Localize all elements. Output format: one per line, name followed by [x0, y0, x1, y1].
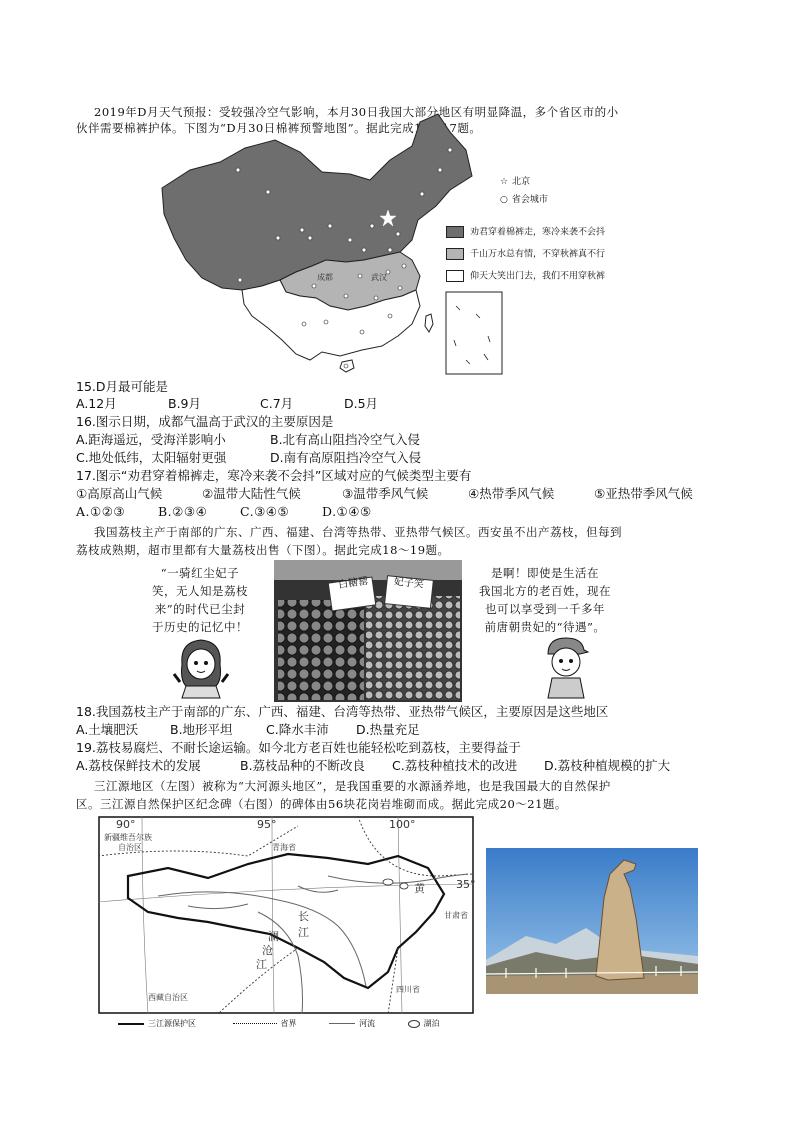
q18-option-b[interactable]: B.地形平坦	[170, 722, 233, 737]
lon-100: 100°	[389, 818, 416, 831]
q19-option-d[interactable]: D.荔枝种植规模的扩大	[544, 758, 671, 773]
q15-option-d[interactable]: D.5月	[344, 396, 379, 411]
legend-dark: 劝君穿着棉裤走，寒冷来袭不会抖	[446, 226, 605, 239]
boy-cartoon-icon	[540, 634, 590, 700]
left-speech-bubble: “一骑红尘妃子 笑，无人知是荔枝 来”的时代已尘封 于历史的记忆中！	[152, 566, 248, 634]
q19-stem: 19.荔枝易腐烂、不耐长途运输。如今北方老百姓也能轻松吃到荔枝，主要得益于	[76, 740, 521, 755]
lon-90: 90°	[116, 818, 136, 831]
label-gansu: 甘肃省	[444, 911, 468, 920]
q18-option-c[interactable]: C.降水丰沛	[266, 722, 329, 737]
intro-line-1: 2019年D月天气预报：受较强冷空气影响，本月30日我国大部分地区有明显降温，多个省区市的小	[94, 105, 619, 119]
sign-baitangying: 白糖罂	[337, 575, 369, 592]
q18-option-d[interactable]: D.热量充足	[356, 722, 420, 737]
q15-option-a[interactable]: A.12月	[76, 396, 117, 411]
label-xinjiang: 新疆维吾尔族	[104, 833, 152, 842]
intro-line-2: 伙伴需要棉裤护体。下图为“D月30日棉裤预警地图”。据此完成15～17题。	[76, 121, 482, 135]
right-speech-bubble: 是啊！即使是生活在 我国北方的老百姓，现在 也可以享受到一千多年 前唐朝贵妃的“待遇”。	[479, 566, 611, 634]
q17-option-d[interactable]: D.①④⑤	[322, 504, 372, 519]
label-changjiang-1: 长	[298, 910, 309, 923]
q19-option-a[interactable]: A.荔枝保鲜技术的发展	[76, 758, 201, 773]
label-lancang-2: 沧	[262, 944, 273, 957]
label-wuhan: 武汉	[371, 273, 387, 282]
q19-option-c[interactable]: C.荔枝种植技术的改进	[392, 758, 518, 773]
q17-option-c[interactable]: C.③④⑤	[240, 504, 290, 519]
q17-stem: 17.图示“劝君穿着棉裤走，寒冷来袭不会抖”区域对应的气候类型主要有	[76, 468, 472, 483]
q15-option-c[interactable]: C.7月	[260, 396, 294, 411]
label-xizang: 西藏自治区	[148, 993, 188, 1002]
monument-photo	[486, 848, 698, 994]
q17-item-5: ⑤亚热带季风气候	[594, 486, 693, 501]
q17-item-2: ②温带大陆性气候	[202, 486, 301, 501]
china-cotton-pants-map	[150, 110, 506, 380]
legend-mid: 千山万水总有情，不穿秋裤真不行	[446, 248, 605, 261]
q17-item-4: ④热带季风气候	[468, 486, 555, 501]
label-lancang-1: 澜	[268, 930, 279, 943]
q17-item-1: ①高原高山气候	[76, 486, 163, 501]
map2-legend: 三江源保护区 省界 河流 湖泊	[118, 1018, 440, 1029]
sign-feizixiao: 妃子笑	[393, 576, 425, 591]
q17-option-b[interactable]: B.②③④	[158, 504, 208, 519]
label-chengdu: 成都	[317, 273, 333, 282]
label-sichuan: 四川省	[396, 985, 420, 994]
q16-option-c[interactable]: C.地处低纬，太阳辐射更强	[76, 450, 227, 465]
south-china-sea-inset	[446, 292, 502, 374]
label-qinghai: 青海省	[272, 843, 296, 852]
map-taiwan	[425, 314, 433, 332]
q16-option-d[interactable]: D.南有高原阻挡冷空气入侵	[270, 450, 422, 465]
lat-35: 35°	[456, 878, 476, 891]
q16-option-b[interactable]: B.北有高山阻挡冷空气入侵	[270, 432, 421, 447]
legend-capital: ○ 省会城市	[500, 195, 548, 205]
label-huanghe: 黄	[414, 882, 425, 895]
q19-option-b[interactable]: B.荔枝品种的不断改良	[240, 758, 366, 773]
q15-option-b[interactable]: B.9月	[168, 396, 202, 411]
intro3-line-1: 三江源地区（左图）被称为“大河源头地区”，是我国重要的水源涵养地，也是我国最大的自然保护	[94, 779, 611, 793]
q18-option-a[interactable]: A.土壤肥沃	[76, 722, 139, 737]
q17-option-a[interactable]: A.①②③	[76, 504, 126, 519]
q18-stem: 18.我国荔枝主产于南部的广东、广西、福建、台湾等热带、亚热带气候区，主要原因是这些地区	[76, 704, 609, 719]
q15-stem: 15.D月最可能是	[76, 379, 169, 394]
label-lancang-3: 江	[256, 958, 267, 971]
label-changjiang-2: 江	[298, 926, 309, 939]
intro3-line-2: 区。三江源自然保护区纪念碑（右图）的碑体由56块花岗岩堆砌而成。据此完成20～21题。	[76, 797, 567, 811]
q16-option-a[interactable]: A.距海遥远，受海洋影响小	[76, 432, 226, 447]
legend-beijing: ☆ 北京	[500, 177, 531, 187]
q17-item-3: ③温带季风气候	[342, 486, 429, 501]
girl-cartoon-icon	[172, 636, 230, 700]
label-xinjiang-2: 自治区	[118, 843, 142, 852]
intro2-line-2: 荔枝成熟期，超市里都有大量荔枝出售（下图）。据此完成18～19题。	[76, 543, 450, 557]
q16-stem: 16.图示日期，成都气温高于武汉的主要原因是	[76, 414, 334, 429]
intro2-line-1: 我国荔枝主产于南部的广东、广西、福建、台湾等热带、亚热带气候区。西安虽不出产荔枝，但每到	[94, 525, 622, 539]
lon-95: 95°	[257, 818, 277, 831]
legend-light: 仰天大笑出门去，我们不用穿秋裤	[446, 270, 605, 283]
